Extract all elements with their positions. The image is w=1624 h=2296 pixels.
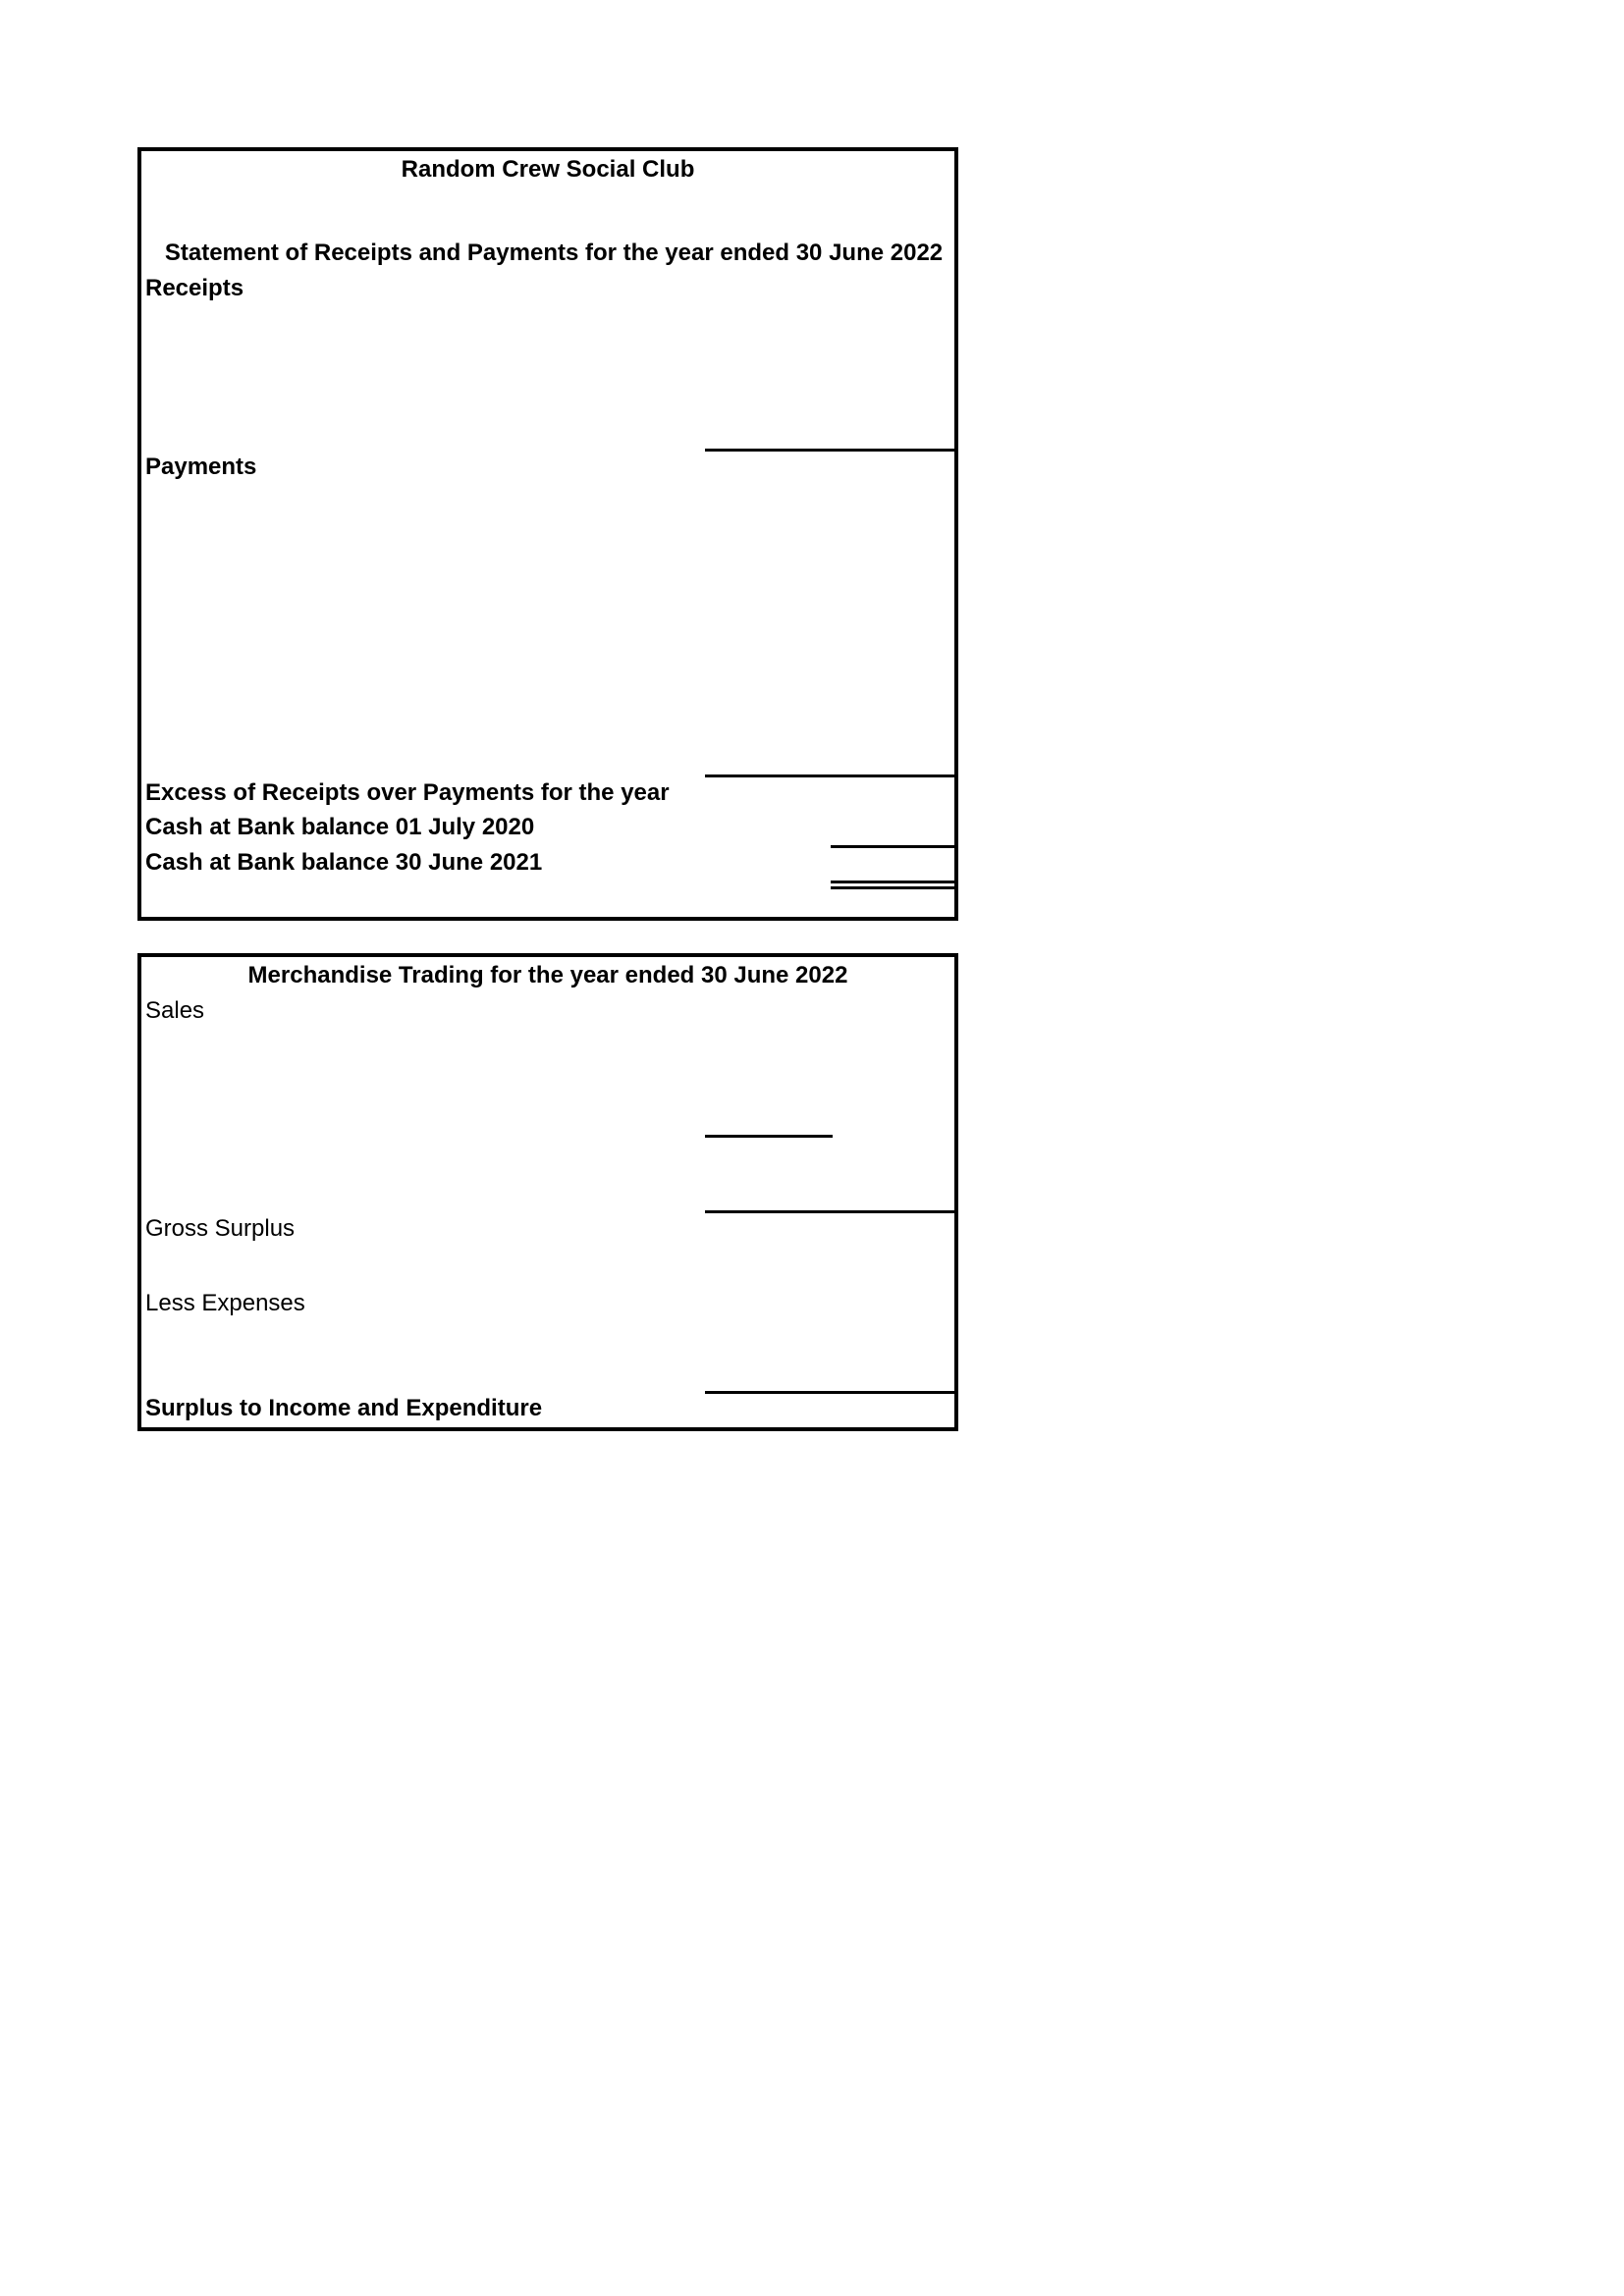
surplus-label: Surplus to Income and Expenditure	[145, 1395, 543, 1421]
expenses-total-rule	[705, 1391, 954, 1394]
club-name: Random Crew Social Club	[401, 156, 695, 183]
gross-surplus-label: Gross Surplus	[145, 1215, 296, 1242]
balance-subtotal-rule	[831, 845, 954, 848]
opening-balance-label: Cash at Bank balance 01 July 2020	[145, 814, 535, 840]
merchandise-trading-statement	[137, 953, 958, 1431]
receipts-total-rule	[705, 449, 954, 452]
receipts-heading: Receipts	[145, 275, 244, 301]
cost-of-sales-rule	[705, 1135, 833, 1138]
payments-heading: Payments	[145, 454, 257, 480]
closing-double-rule-top	[831, 881, 954, 883]
closing-balance-label: Cash at Bank balance 30 June 2021	[145, 849, 543, 876]
gross-surplus-rule	[705, 1210, 954, 1213]
sales-label: Sales	[145, 997, 205, 1024]
closing-double-rule-bottom	[831, 886, 954, 889]
less-expenses-label: Less Expenses	[145, 1290, 305, 1316]
excess-label: Excess of Receipts over Payments for the year	[145, 779, 670, 806]
payments-total-rule	[705, 774, 954, 777]
trading-title: Merchandise Trading for the year ended 30 June 2022	[247, 962, 848, 988]
statement-title: Statement of Receipts and Payments for the year ended 30 June 2022	[164, 240, 944, 266]
receipts-payments-statement	[137, 147, 958, 921]
